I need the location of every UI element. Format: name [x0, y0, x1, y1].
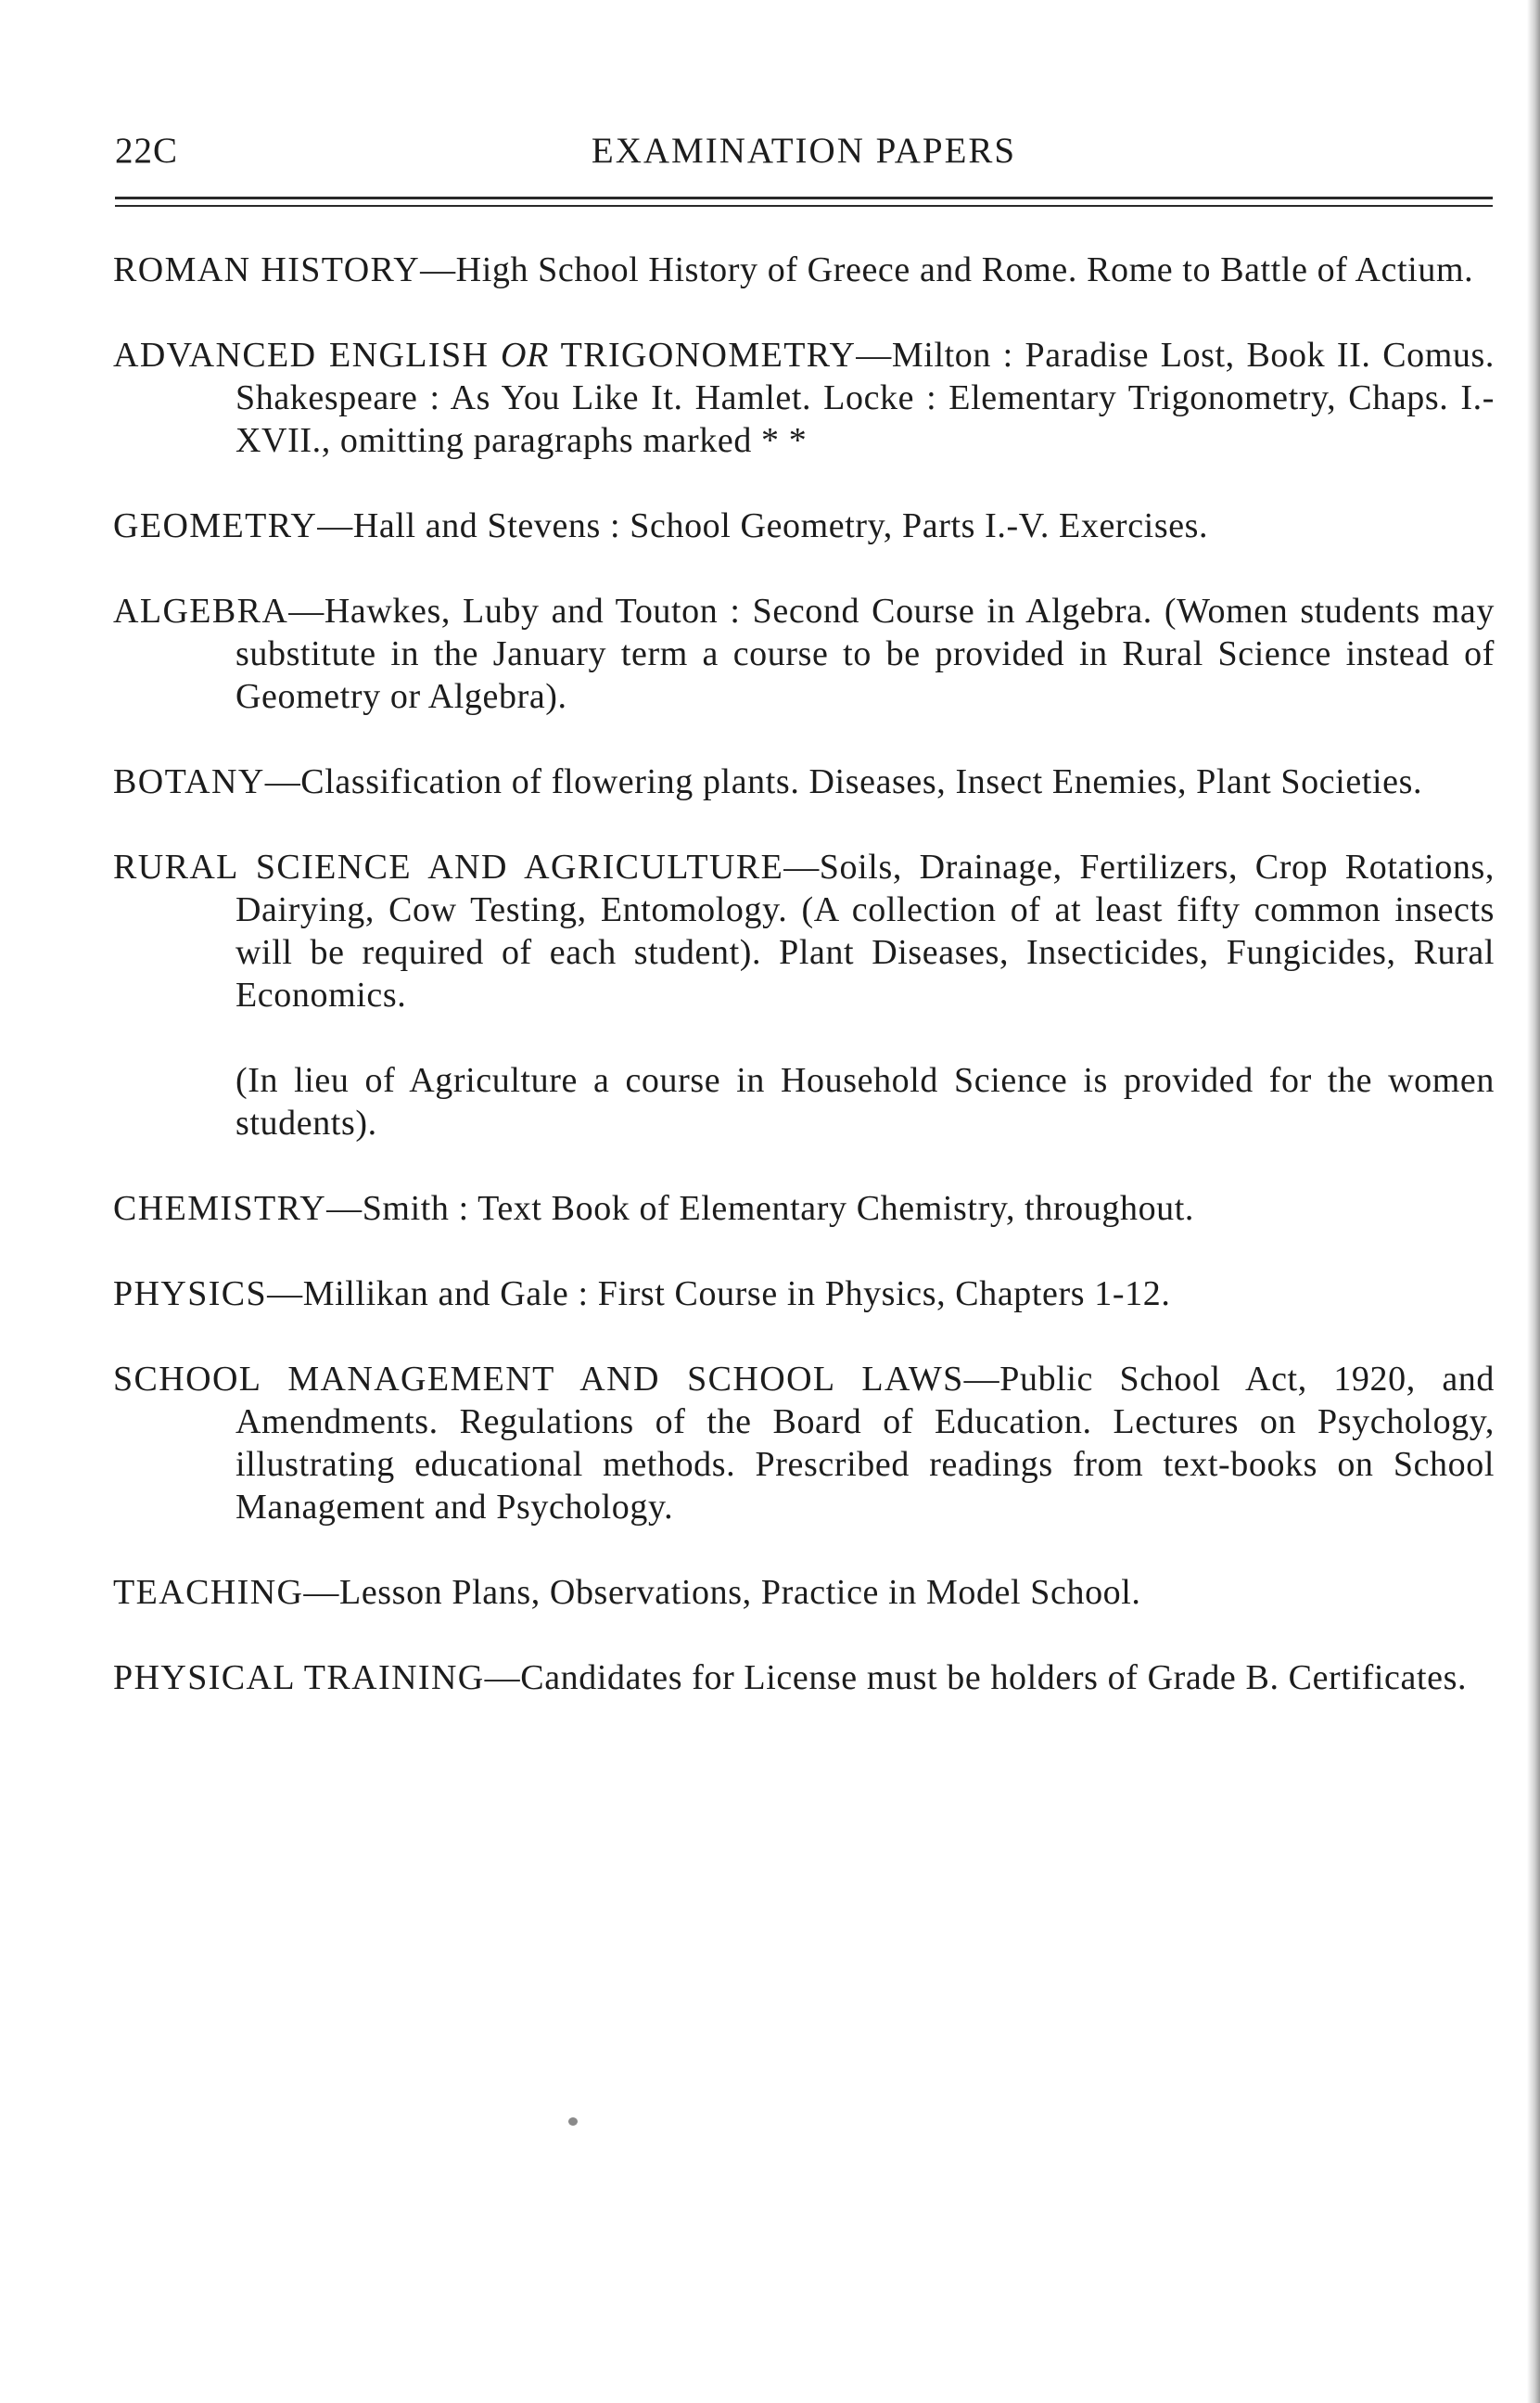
entry-subject: BOTANY	[113, 762, 265, 801]
page-number: 22C	[115, 131, 179, 171]
entry-subject: GEOMETRY	[113, 506, 318, 545]
header-rule-top	[115, 197, 1493, 199]
entry-subject: TEACHING	[113, 1573, 304, 1612]
entry-algebra: ALGEBRA—Hawkes, Luby and Touton : Second Course in Algebra. (Women students may substitute in the January term a course to be provided in Rural Science instead of Geometry or Algebra).	[113, 592, 1495, 716]
entry-physical-training: PHYSICAL TRAINING—Candidates for License must be holders of Grade B. Certificates.	[113, 1658, 1468, 1697]
entry-text: Soils, Drainage, Fertilizers, Crop Rotations, Dairying, Cow Testing, Entomology. (A collection of at least fifty common insects will be required of each student). Plant Diseases, Insecticides, Fungicides, Rural Economics.	[235, 848, 1495, 1015]
page-header	[115, 130, 1493, 176]
entry-subject: ROMAN HISTORY	[113, 250, 421, 289]
entry-text: Public School Act, 1920, and Amendments. Regulations of the Board of Education. Lectures on Psychology, illustrating educational methods. Prescribed readings from text-books on School Management and Psychology.	[235, 1360, 1495, 1527]
household-science-note: (In lieu of Agriculture a course in Household Science is provided for the women students).	[235, 1061, 1495, 1143]
entry-text: High School History of Greece and Rome. Rome to Battle of Actium.	[455, 250, 1474, 289]
entry-advanced-english-or-trigonometry: ADVANCED ENGLISH OR TRIGONOMETRY—Milton : Paradise Lost, Book II. Comus. Shakespeare : As You Like It. Hamlet. Locke : Elementary Trigonometry, Chaps. I.-XVII., omitting paragraphs marked * *	[113, 336, 1495, 460]
entry-botany: BOTANY—Classification of flowering plants. Diseases, Insect Enemies, Plant Societies.	[113, 762, 1423, 801]
entry-teaching: TEACHING—Lesson Plans, Observations, Practice in Model School.	[113, 1573, 1141, 1612]
entry-text: Classification of flowering plants. Diseases, Insect Enemies, Plant Societies.	[300, 762, 1423, 801]
entry-subject: ALGEBRA	[113, 592, 289, 631]
entry-text: Milton : Paradise Lost, Book II. Comus. Shakespeare : As You Like It. Hamlet. Locke : Elementary Trigonometry, Chaps. I.-XVII., omitting paragraphs marked * *	[235, 336, 1495, 460]
entry-text: Lesson Plans, Observations, Practice in Model School.	[339, 1573, 1141, 1612]
entry-subject: PHYSICAL TRAINING	[113, 1658, 485, 1697]
header-rule-bottom	[115, 205, 1493, 207]
entry-physics: PHYSICS—Millikan and Gale : First Course in Physics, Chapters 1-12.	[113, 1274, 1171, 1313]
scan-edge-shadow	[1527, 0, 1540, 2403]
entry-text: Millikan and Gale : First Course in Physics, Chapters 1-12.	[302, 1274, 1171, 1313]
entry-text: Hawkes, Luby and Touton : Second Course in Algebra. (Women students may substitute in the January term a course to be provided in Rural Science instead of Geometry or Algebra).	[235, 592, 1495, 716]
entry-connector: OR	[501, 336, 549, 375]
entry-text: Smith : Text Book of Elementary Chemistry, throughout.	[362, 1189, 1195, 1228]
entry-geometry: GEOMETRY—Hall and Stevens : School Geometry, Parts I.-V. Exercises.	[113, 506, 1209, 545]
entry-text: Candidates for License must be holders of Grade B. Certificates.	[520, 1658, 1468, 1697]
entry-roman-history: ROMAN HISTORY—High School History of Greece and Rome. Rome to Battle of Actium.	[113, 250, 1474, 289]
entry-school-management-and-school-laws: SCHOOL MANAGEMENT AND SCHOOL LAWS—Public School Act, 1920, and Amendments. Regulations of the Board of Education. Lectures on Psychology, illustrating educational methods. Prescribed readings from text-books on School Management and Psychology.	[113, 1360, 1495, 1527]
running-title: EXAMINATION PAPERS	[591, 131, 1017, 171]
entry-subject-alt: TRIGONOMETRY	[560, 336, 857, 375]
entry-subject: PHYSICS	[113, 1274, 268, 1313]
course-list	[113, 249, 1495, 1742]
print-speck	[568, 2117, 578, 2126]
entry-subject: ADVANCED ENGLISH	[113, 336, 490, 375]
entry-rural-science-and-agriculture: RURAL SCIENCE AND AGRICULTURE—Soils, Drainage, Fertilizers, Crop Rotations, Dairying, Cow Testing, Entomology. (A collection of at least fifty common insects will be required of each student). Plant Diseases, Insecticides, Fungicides, Rural Economics.	[113, 848, 1495, 1015]
entry-subject: RURAL SCIENCE AND AGRICULTURE	[113, 848, 784, 887]
entry-text: Hall and Stevens : School Geometry, Parts I.-V. Exercises.	[352, 506, 1209, 545]
entry-subject: SCHOOL MANAGEMENT AND SCHOOL LAWS	[113, 1360, 964, 1399]
entry-subject: CHEMISTRY	[113, 1189, 327, 1228]
entry-chemistry: CHEMISTRY—Smith : Text Book of Elementary Chemistry, throughout.	[113, 1189, 1195, 1228]
